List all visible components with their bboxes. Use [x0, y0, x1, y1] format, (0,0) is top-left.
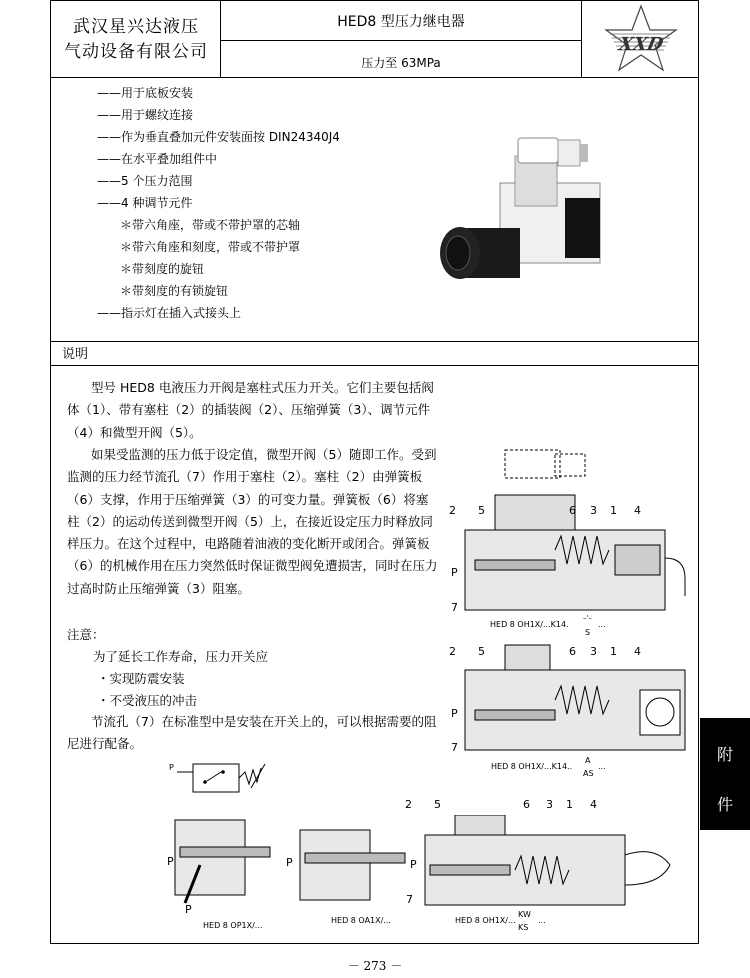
notes-last-paragraph: 节流孔（7）在标准型中是安装在开关上的，可以根据需要的阻尼进行配备。 [67, 714, 437, 752]
port-p-label: P [185, 903, 192, 916]
part-number-1: 1 [566, 798, 573, 811]
cross-section-diagram-op [160, 815, 275, 910]
part-number-4: 4 [634, 504, 641, 517]
description-paragraph-1: 型号 HED8 电液压力开阀是塞柱式压力开关。它们主要包括阀体（1）、带有塞柱（2）的插装阀（2）、压缩弹簧（3）、调节元件（4）和微型开阀（5）。 [67, 380, 434, 440]
description-paragraph-2: 如果受监测的压力低于设定值，微型开阀（5）随即工作。受到监测的压力经节流孔（7）作用于塞柱（2）。塞柱（2）由弹簧板（6）支撑，作用于压缩弹簧（3）的可变力量。弹簧板（6）将塞柱（2）的运动传送到微型开阀（5）上，在接近设定压力时释放同样压力。在这个过程中，电路随着油液的变化断开或闭合。弹簧板（6）的机械作用在压力突然低时保证微型阀免遭损害，同时在压力过高时防止压缩弹簧（3）阻塞。 [67, 447, 438, 596]
diagram-caption-tail: ... [538, 916, 546, 925]
feature-item: ——在水平叠加组件中 [97, 152, 218, 166]
port-p-label: P [167, 855, 174, 868]
orifice-7-label: 7 [406, 893, 413, 906]
feature-subitem: ＊带六角座，带或不带护罩的芯轴 [120, 218, 301, 232]
pressure-range: 压力至 63MPa [361, 56, 441, 70]
feature-item: ——4 种调节元件 [97, 196, 193, 210]
section-title: 说明 [62, 347, 89, 362]
company-name-line1: 武汉星兴达液压 [73, 17, 199, 37]
notes-bullet: ・不受液压的冲击 [97, 693, 198, 708]
diagram-caption-tail: ... [598, 620, 606, 629]
port-p-label: P [286, 856, 293, 869]
cross-section-diagram-1 [445, 440, 690, 620]
part-number-4: 4 [634, 645, 641, 658]
feature-item: ——作为垂直叠加元件安装面按 DIN24340J4 [97, 130, 340, 144]
part-number-6: 6 [569, 645, 576, 658]
orifice-7-label: 7 [451, 741, 458, 754]
diagram-caption: HED 8 OH1X/...K14. [490, 620, 569, 629]
company-logo [600, 2, 682, 74]
diagram-caption-sub: AS [583, 769, 594, 778]
diagram-caption-sup: KW [518, 910, 531, 919]
cross-section-diagram-oa [290, 825, 410, 905]
diagram-caption-tail: ... [598, 762, 606, 771]
part-number-2: 2 [405, 798, 412, 811]
diagram-caption-oa: HED 8 OA1X/... [331, 916, 391, 925]
section-top-line [50, 341, 699, 342]
notes-bullet: ・实现防震安装 [97, 671, 185, 686]
part-number-2: 2 [449, 504, 456, 517]
company-name-line2: 气动设备有限公司 [64, 42, 208, 62]
port-p-label: P [410, 858, 417, 871]
page-number: － 273 － [347, 959, 403, 973]
feature-subitem: ＊带刻度的旋钮 [120, 262, 205, 276]
orifice-7-label: 7 [451, 601, 458, 614]
diagram-caption-sub: KS [518, 923, 529, 932]
part-number-5: 5 [434, 798, 441, 811]
part-number-1: 1 [610, 504, 617, 517]
feature-subitem: ＊带刻度的有锁旋钮 [120, 284, 229, 298]
diagram-caption-sup: A [585, 756, 591, 765]
side-tab-appendix [700, 718, 750, 830]
hydraulic-symbol [165, 758, 275, 808]
part-number-5: 5 [478, 645, 485, 658]
diagram-caption-sub: S [585, 628, 591, 637]
part-number-6: 6 [523, 798, 530, 811]
part-number-1: 1 [610, 645, 617, 658]
diagram-caption: HED 8 OH1X/...K14.. [491, 762, 573, 771]
notes-line: 为了延长工作寿命，压力开关应 [93, 649, 269, 664]
part-number-3: 3 [590, 504, 597, 517]
svg-text:XXD: XXD [616, 34, 665, 55]
product-title: HED8 型压力继电器 [337, 14, 465, 30]
part-number-5: 5 [478, 504, 485, 517]
section-bottom-line [50, 365, 699, 366]
port-p-label: P [451, 566, 458, 579]
product-photo [430, 128, 610, 298]
diagram-caption-sup: –'– [583, 614, 592, 622]
part-number-6: 6 [569, 504, 576, 517]
feature-item: ——用于底板安装 [97, 86, 194, 100]
feature-item: ——用于螺纹连接 [97, 108, 194, 122]
svg-text:P: P [169, 763, 174, 772]
port-p-label: P [451, 707, 458, 720]
part-number-3: 3 [546, 798, 553, 811]
feature-item: ——指示灯在插入式接头上 [97, 306, 242, 320]
cross-section-diagram-2 [445, 640, 690, 760]
feature-subitem: ＊带六角座和刻度，带或不带护罩 [120, 240, 301, 254]
part-number-4: 4 [590, 798, 597, 811]
side-tab-char: 附 [716, 745, 733, 764]
header-mid-line [220, 40, 582, 41]
cross-section-diagram-3 [420, 815, 680, 910]
feature-item: ——5 个压力范围 [97, 174, 193, 188]
header-bottom-line [50, 77, 699, 78]
part-number-3: 3 [590, 645, 597, 658]
diagram-caption-op: HED 8 OP1X/... [203, 921, 263, 930]
notes-heading: 注意： [67, 627, 105, 642]
part-number-2: 2 [449, 645, 456, 658]
diagram-caption: HED 8 OH1X/... [455, 916, 516, 925]
side-tab-char: 件 [716, 795, 733, 814]
